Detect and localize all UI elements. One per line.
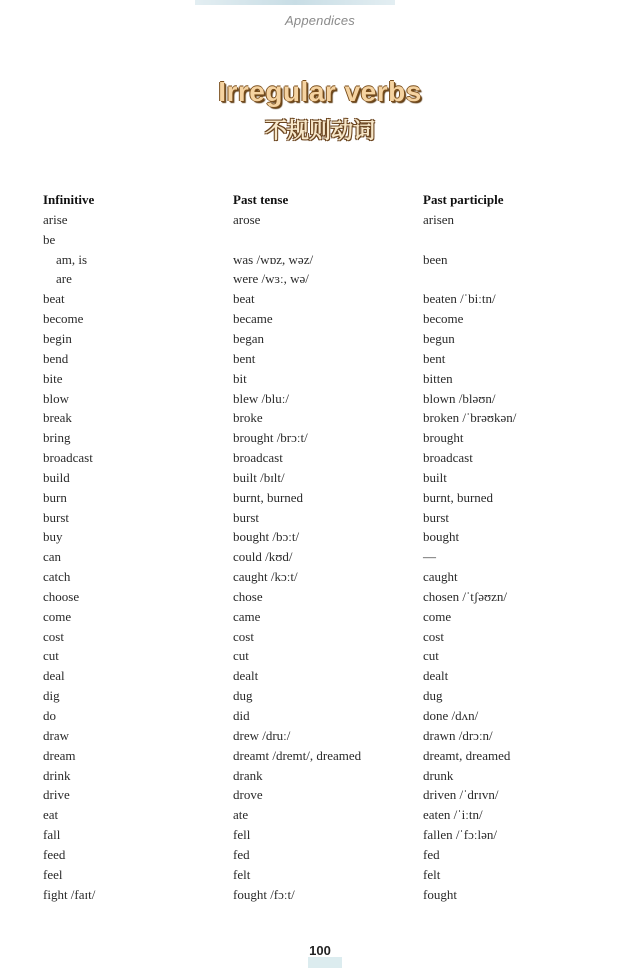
- table-row: [43, 389, 603, 409]
- cell-past-tense: fed: [233, 846, 250, 862]
- cell-infinitive: do: [43, 708, 56, 724]
- table-row: [43, 825, 603, 845]
- table-row: [43, 785, 603, 805]
- irregular-verbs-table: [43, 189, 603, 905]
- table-header-row: [43, 189, 603, 210]
- cell-infinitive: eat: [43, 807, 59, 823]
- cell-past-tense: felt: [233, 866, 251, 882]
- table-row: [43, 309, 603, 329]
- cell-past-participle: done /dʌn/: [423, 708, 479, 724]
- table-row: [43, 567, 603, 587]
- cell-infinitive: break: [43, 410, 72, 426]
- table-row: [43, 528, 603, 548]
- cell-past-participle: cut: [423, 648, 439, 664]
- cell-past-participle: driven /ˈdrɪvn/: [423, 787, 499, 803]
- cell-infinitive: blow: [43, 390, 69, 406]
- cell-infinitive: fight /faɪt/: [43, 886, 96, 902]
- cell-past-participle: drunk: [423, 767, 454, 783]
- cell-past-participle: [423, 270, 603, 290]
- cell-infinitive: burst: [43, 509, 69, 525]
- cell-past-participle: fallen /ˈfɔːlən/: [423, 827, 497, 843]
- page-title-chinese: 不规则动词: [264, 119, 375, 144]
- cell-infinitive: bite: [43, 370, 63, 386]
- cell-past-tense: broadcast: [233, 450, 283, 466]
- cell-past-participle: bought: [423, 529, 460, 545]
- running-head: Appendices: [285, 13, 355, 28]
- cell-past-participle: blown /bləʊn/: [423, 390, 496, 406]
- cell-past-participle: bent: [423, 350, 446, 366]
- cell-past-tense: bit: [233, 370, 247, 386]
- table-row: [43, 349, 603, 369]
- table-row: [43, 250, 603, 270]
- cell-infinitive: cut: [43, 648, 59, 664]
- cell-past-tense: ate: [233, 807, 249, 823]
- cell-past-tense: chose: [233, 588, 263, 604]
- cell-past-tense: built /bɪlt/: [233, 469, 285, 485]
- cell-past-participle: been: [423, 251, 448, 267]
- cell-infinitive: draw: [43, 727, 69, 743]
- cell-past-participle: —: [423, 549, 436, 565]
- table-row: [43, 666, 603, 686]
- table-body: [43, 210, 603, 905]
- table-row: [43, 408, 603, 428]
- cell-past-tense: fell: [233, 827, 251, 843]
- cell-past-participle: beaten /ˈbiːtn/: [423, 291, 496, 307]
- cell-past-participle: drawn /drɔːn/: [423, 727, 493, 743]
- cell-past-tense: cost: [233, 628, 254, 644]
- cell-past-tense: beat: [233, 291, 255, 307]
- cell-infinitive: become: [43, 311, 84, 327]
- cell-past-tense: drew /druː/: [233, 727, 291, 743]
- table-row: [43, 647, 603, 667]
- table-row: [43, 547, 603, 567]
- cell-past-tense: bent: [233, 350, 256, 366]
- cell-past-tense: arose: [233, 211, 261, 227]
- cell-infinitive: bring: [43, 430, 71, 446]
- cell-past-participle: fed: [423, 846, 440, 862]
- cell-past-participle: dreamt, dreamed: [423, 747, 511, 763]
- top-decorative-strip: [195, 0, 395, 5]
- cell-past-participle: chosen /ˈtʃəʊzn/: [423, 588, 508, 604]
- cell-past-tense: burst: [233, 509, 259, 525]
- cell-past-participle: come: [423, 608, 452, 624]
- cell-infinitive: am, is: [56, 251, 88, 267]
- cell-past-tense: were /wɜː, wə/: [233, 271, 309, 287]
- cell-infinitive: cost: [43, 628, 64, 644]
- cell-past-participle: burnt, burned: [423, 489, 494, 505]
- cell-past-participle: brought: [423, 430, 464, 446]
- cell-past-tense: dug: [233, 688, 253, 704]
- cell-infinitive: fall: [43, 827, 61, 843]
- cell-past-tense: came: [233, 608, 261, 624]
- cell-past-tense: was /wɒz, wəz/: [233, 251, 314, 267]
- cell-infinitive: broadcast: [43, 450, 93, 466]
- cell-infinitive: begin: [43, 330, 72, 346]
- cell-past-participle: dealt: [423, 668, 449, 684]
- table-row: [43, 428, 603, 448]
- cell-past-tense: brought /brɔːt/: [233, 430, 308, 446]
- cell-infinitive: drive: [43, 787, 70, 803]
- cell-past-tense: [233, 230, 423, 250]
- cell-past-tense: drank: [233, 767, 263, 783]
- cell-past-participle: caught: [423, 569, 458, 585]
- cell-infinitive: come: [43, 608, 72, 624]
- cell-infinitive: beat: [43, 291, 65, 307]
- table-row: [43, 329, 603, 349]
- cell-past-participle: burst: [423, 509, 449, 525]
- cell-infinitive: choose: [43, 588, 80, 604]
- cell-past-tense: blew /bluː/: [233, 390, 289, 406]
- cell-past-participle: begun: [423, 330, 455, 346]
- cell-infinitive: feed: [43, 846, 66, 862]
- cell-past-participle: cost: [423, 628, 444, 644]
- cell-infinitive: buy: [43, 529, 63, 545]
- cell-past-participle: bitten: [423, 370, 453, 386]
- cell-past-participle: [423, 230, 603, 250]
- page-title: Irregular verbs: [218, 76, 422, 107]
- cell-infinitive: be: [43, 231, 56, 247]
- table-row: [43, 805, 603, 825]
- cell-past-participle: built: [423, 469, 447, 485]
- cell-infinitive: burn: [43, 489, 67, 505]
- table-row: [43, 488, 603, 508]
- table-row: [43, 587, 603, 607]
- cell-infinitive: dig: [43, 688, 60, 704]
- cell-infinitive: dream: [43, 747, 76, 763]
- cell-past-participle: broken /ˈbrəʊkən/: [423, 410, 517, 426]
- cell-infinitive: build: [43, 469, 70, 485]
- table-row: [43, 468, 603, 488]
- cell-past-participle: felt: [423, 866, 441, 882]
- cell-past-participle: dug: [423, 688, 443, 704]
- page-number-highlight: [308, 957, 342, 968]
- cell-past-tense: could /kʊd/: [233, 549, 293, 565]
- cell-past-participle: broadcast: [423, 450, 473, 466]
- cell-infinitive: feel: [43, 866, 63, 882]
- table-row: [43, 289, 603, 309]
- table-row: [43, 448, 603, 468]
- table-row: [43, 369, 603, 389]
- table-row: [43, 865, 603, 885]
- table-row: [43, 210, 603, 230]
- cell-past-tense: broke: [233, 410, 263, 426]
- cell-past-tense: burnt, burned: [233, 489, 304, 505]
- cell-past-tense: caught /kɔːt/: [233, 569, 298, 585]
- table-row: [43, 845, 603, 865]
- cell-past-participle: eaten /ˈiːtn/: [423, 807, 483, 823]
- header-infinitive: Infinitive: [43, 191, 95, 207]
- table-row: [43, 706, 603, 726]
- cell-past-tense: drove: [233, 787, 263, 803]
- table-row: [43, 686, 603, 706]
- table-row: [43, 766, 603, 786]
- table-row: [43, 726, 603, 746]
- table-row: [43, 627, 603, 647]
- cell-past-participle: arisen: [423, 211, 455, 227]
- table-row: [43, 607, 603, 627]
- cell-past-tense: did: [233, 708, 250, 724]
- cell-infinitive: drink: [43, 767, 71, 783]
- table-row: [43, 885, 603, 905]
- header-past-participle: Past participle: [423, 191, 504, 207]
- page-number: 100: [309, 943, 331, 958]
- cell-past-tense: cut: [233, 648, 249, 664]
- table-row: [43, 508, 603, 528]
- cell-infinitive: are: [56, 271, 72, 287]
- cell-infinitive: can: [43, 549, 62, 565]
- cell-past-tense: fought /fɔːt/: [233, 886, 295, 902]
- cell-past-tense: became: [233, 311, 273, 327]
- cell-past-participle: become: [423, 311, 464, 327]
- cell-past-tense: dreamt /dremt/, dreamed: [233, 747, 362, 763]
- cell-infinitive: arise: [43, 211, 68, 227]
- cell-past-tense: began: [233, 330, 265, 346]
- cell-infinitive: deal: [43, 668, 65, 684]
- table-row: [43, 230, 603, 250]
- cell-past-tense: dealt: [233, 668, 259, 684]
- cell-past-tense: bought /bɔːt/: [233, 529, 300, 545]
- table-row: [43, 746, 603, 766]
- header-past-tense: Past tense: [233, 191, 289, 207]
- cell-infinitive: bend: [43, 350, 69, 366]
- cell-infinitive: catch: [43, 569, 71, 585]
- table-row: [43, 270, 603, 290]
- cell-past-participle: fought: [423, 886, 457, 902]
